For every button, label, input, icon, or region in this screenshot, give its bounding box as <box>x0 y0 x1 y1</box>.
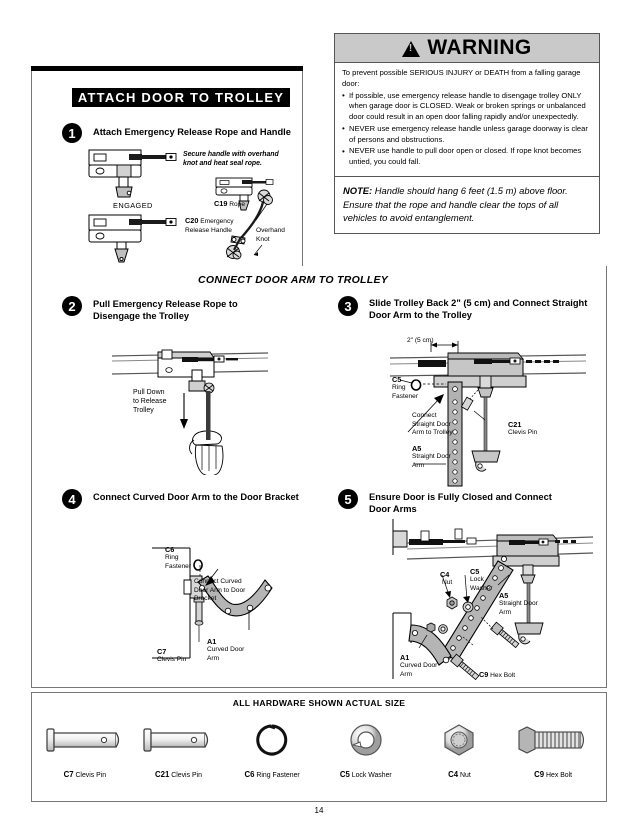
warning-bullet-list <box>342 91 592 168</box>
hardware-title: ALL HARDWARE SHOWN ACTUAL SIZE <box>232 698 406 708</box>
c7-name-step4: Clevis Pin <box>157 656 187 663</box>
hardware-name: Clevis Pin <box>169 772 202 779</box>
subsection-title: CONNECT DOOR ARM TO TROLLEY <box>198 274 389 286</box>
warning-body <box>335 63 599 176</box>
warning-bullet: • NEVER use handle to pull door open or closed. If rope knot becomes untied, you could fall. <box>342 146 592 168</box>
step-5-heading: Ensure Door is Fully Closed and Connect Door Arms <box>369 492 552 515</box>
hardware-name: Nut <box>458 772 471 779</box>
c7-code-step4: C7 <box>157 647 167 656</box>
connect-door-arms-diagram <box>385 513 595 683</box>
rope-label <box>214 199 245 210</box>
hardware-item <box>320 714 412 779</box>
note-text: Handle should hang 6 feet (1.5 m) above floor. Ensure that the rope and handle clear the tops of all vehicles to avoid entanglement. <box>343 185 568 224</box>
warning-title: WARNING <box>427 36 532 59</box>
ring-fastener-icon <box>226 714 318 766</box>
pull-down-label: Pull Down to Release Trolley <box>133 389 167 415</box>
a1-name-step5: Curved Door Arm <box>400 662 438 678</box>
hardware-item <box>39 714 131 779</box>
hardware-caption <box>226 770 318 779</box>
warning-bullet: • If possible, use emergency release handle to disengage trolley ONLY when garage door is CLOSED. Weak or broken springs or unbalanced door could result in an open door falling rapidly and/or unexpectedly. <box>342 91 592 123</box>
hex-nut-icon <box>413 714 505 766</box>
hex-bolt-icon <box>507 714 599 766</box>
handle-label <box>185 216 243 235</box>
hardware-caption <box>320 770 412 779</box>
hardware-item <box>226 714 318 779</box>
c21-code-step3: C21 <box>508 420 522 429</box>
clevis-pin-icon <box>39 714 131 766</box>
c9-label-step5 <box>479 670 515 681</box>
c4-name-step5: Nut <box>442 579 453 586</box>
step-1-number: 1 <box>62 123 82 143</box>
a1-code-step5: A1 <box>400 653 410 662</box>
a5-name-step5: Straight Door Arm <box>499 600 538 616</box>
section-banner: ATTACH DOOR TO TROLLEY <box>72 88 290 107</box>
c4-code-step5: C4 <box>440 570 450 579</box>
a5-code-step5: A5 <box>499 591 509 600</box>
c6-code-step4: C6 <box>165 545 175 554</box>
hardware-name: Ring Fastener <box>254 772 300 779</box>
overhand-knot-label: Overhand Knot <box>256 227 285 243</box>
handle-name: Emergency Release Handle <box>185 218 234 234</box>
hardware-code: C21 <box>155 770 170 779</box>
trolley-released-diagram <box>85 213 195 265</box>
hardware-name: Hex Bolt <box>544 772 573 779</box>
hardware-code: C4 <box>448 770 459 779</box>
c6-name-step4: Ring Fastener <box>165 554 192 570</box>
step-3-number: 3 <box>338 296 358 316</box>
warning-bullet: • NEVER use emergency release handle unless garage doorway is clear of persons and obstructions. <box>342 124 592 146</box>
hardware-code: C9 <box>534 770 545 779</box>
hardware-item <box>413 714 505 779</box>
c9-code-step5: C9 <box>479 670 489 679</box>
step-5-number: 5 <box>338 489 358 509</box>
c9-name-step5: Hex Bolt <box>488 672 516 679</box>
hardware-item <box>132 714 224 779</box>
step-1-heading: Attach Emergency Release Rope and Handle <box>93 127 291 137</box>
warning-header <box>335 34 599 63</box>
engaged-label: ENGAGED <box>113 201 153 210</box>
warning-triangle-icon <box>402 41 420 57</box>
warning-intro: To prevent possible SERIOUS INJURY or DEATH from a falling garage door: <box>342 68 581 88</box>
c21-name-step3: Clevis Pin <box>508 429 538 436</box>
hardware-caption <box>39 770 131 779</box>
a1-name-step4: Curved Door Arm <box>207 646 245 662</box>
c5-name-step3: Ring Fastener <box>392 384 419 400</box>
c5-code-step5: C5 <box>470 567 480 576</box>
c5-code-step3: C5 <box>392 375 402 384</box>
connect-curved-note: Connect Curved Door Arm to Door Bracket <box>194 578 246 603</box>
rope-code: C19 <box>214 199 228 208</box>
note-block <box>335 177 599 233</box>
hardware-caption <box>132 770 224 779</box>
hardware-row <box>32 714 606 779</box>
warning-box <box>334 33 600 234</box>
a5-name-step3: Straight Door Arm <box>412 453 451 469</box>
note-label: NOTE: <box>343 185 373 197</box>
hardware-panel <box>31 692 607 802</box>
hardware-name: Lock Washer <box>349 772 392 779</box>
hardware-code: C6 <box>244 770 255 779</box>
hardware-item <box>507 714 599 779</box>
hardware-caption <box>413 770 505 779</box>
clevis-pin-icon <box>132 714 224 766</box>
handle-code: C20 <box>185 216 199 225</box>
page-number: 14 <box>314 806 324 815</box>
step-2-number: 2 <box>62 296 82 316</box>
hardware-code: C5 <box>339 770 350 779</box>
c5-name-step5: Lock Washer <box>470 576 493 592</box>
step-3-heading: Slide Trolley Back 2" (5 cm) and Connect Straight Door Arm to the Trolley <box>369 298 588 321</box>
step-4-heading: Connect Curved Door Arm to the Door Bracket <box>93 492 299 502</box>
a1-code-step4: A1 <box>207 637 217 646</box>
lock-washer-icon <box>320 714 412 766</box>
connect-straight-note: Connect Straight Door Arm to Trolley <box>412 412 453 437</box>
hardware-caption <box>507 770 599 779</box>
step-4-number: 4 <box>62 489 82 509</box>
step-2-heading: Pull Emergency Release Rope to Disengage the Trolley <box>93 299 238 322</box>
rope-name: Rope <box>227 201 245 208</box>
dimension-label: 2" (5 cm) <box>407 337 434 344</box>
secure-handle-note: Secure handle with overhand knot and heat seal rope. <box>183 151 279 168</box>
hardware-name: Clevis Pin <box>73 772 107 779</box>
hardware-code: C7 <box>63 770 74 779</box>
trolley-engaged-diagram <box>85 148 195 203</box>
a5-code-step3: A5 <box>412 444 422 453</box>
